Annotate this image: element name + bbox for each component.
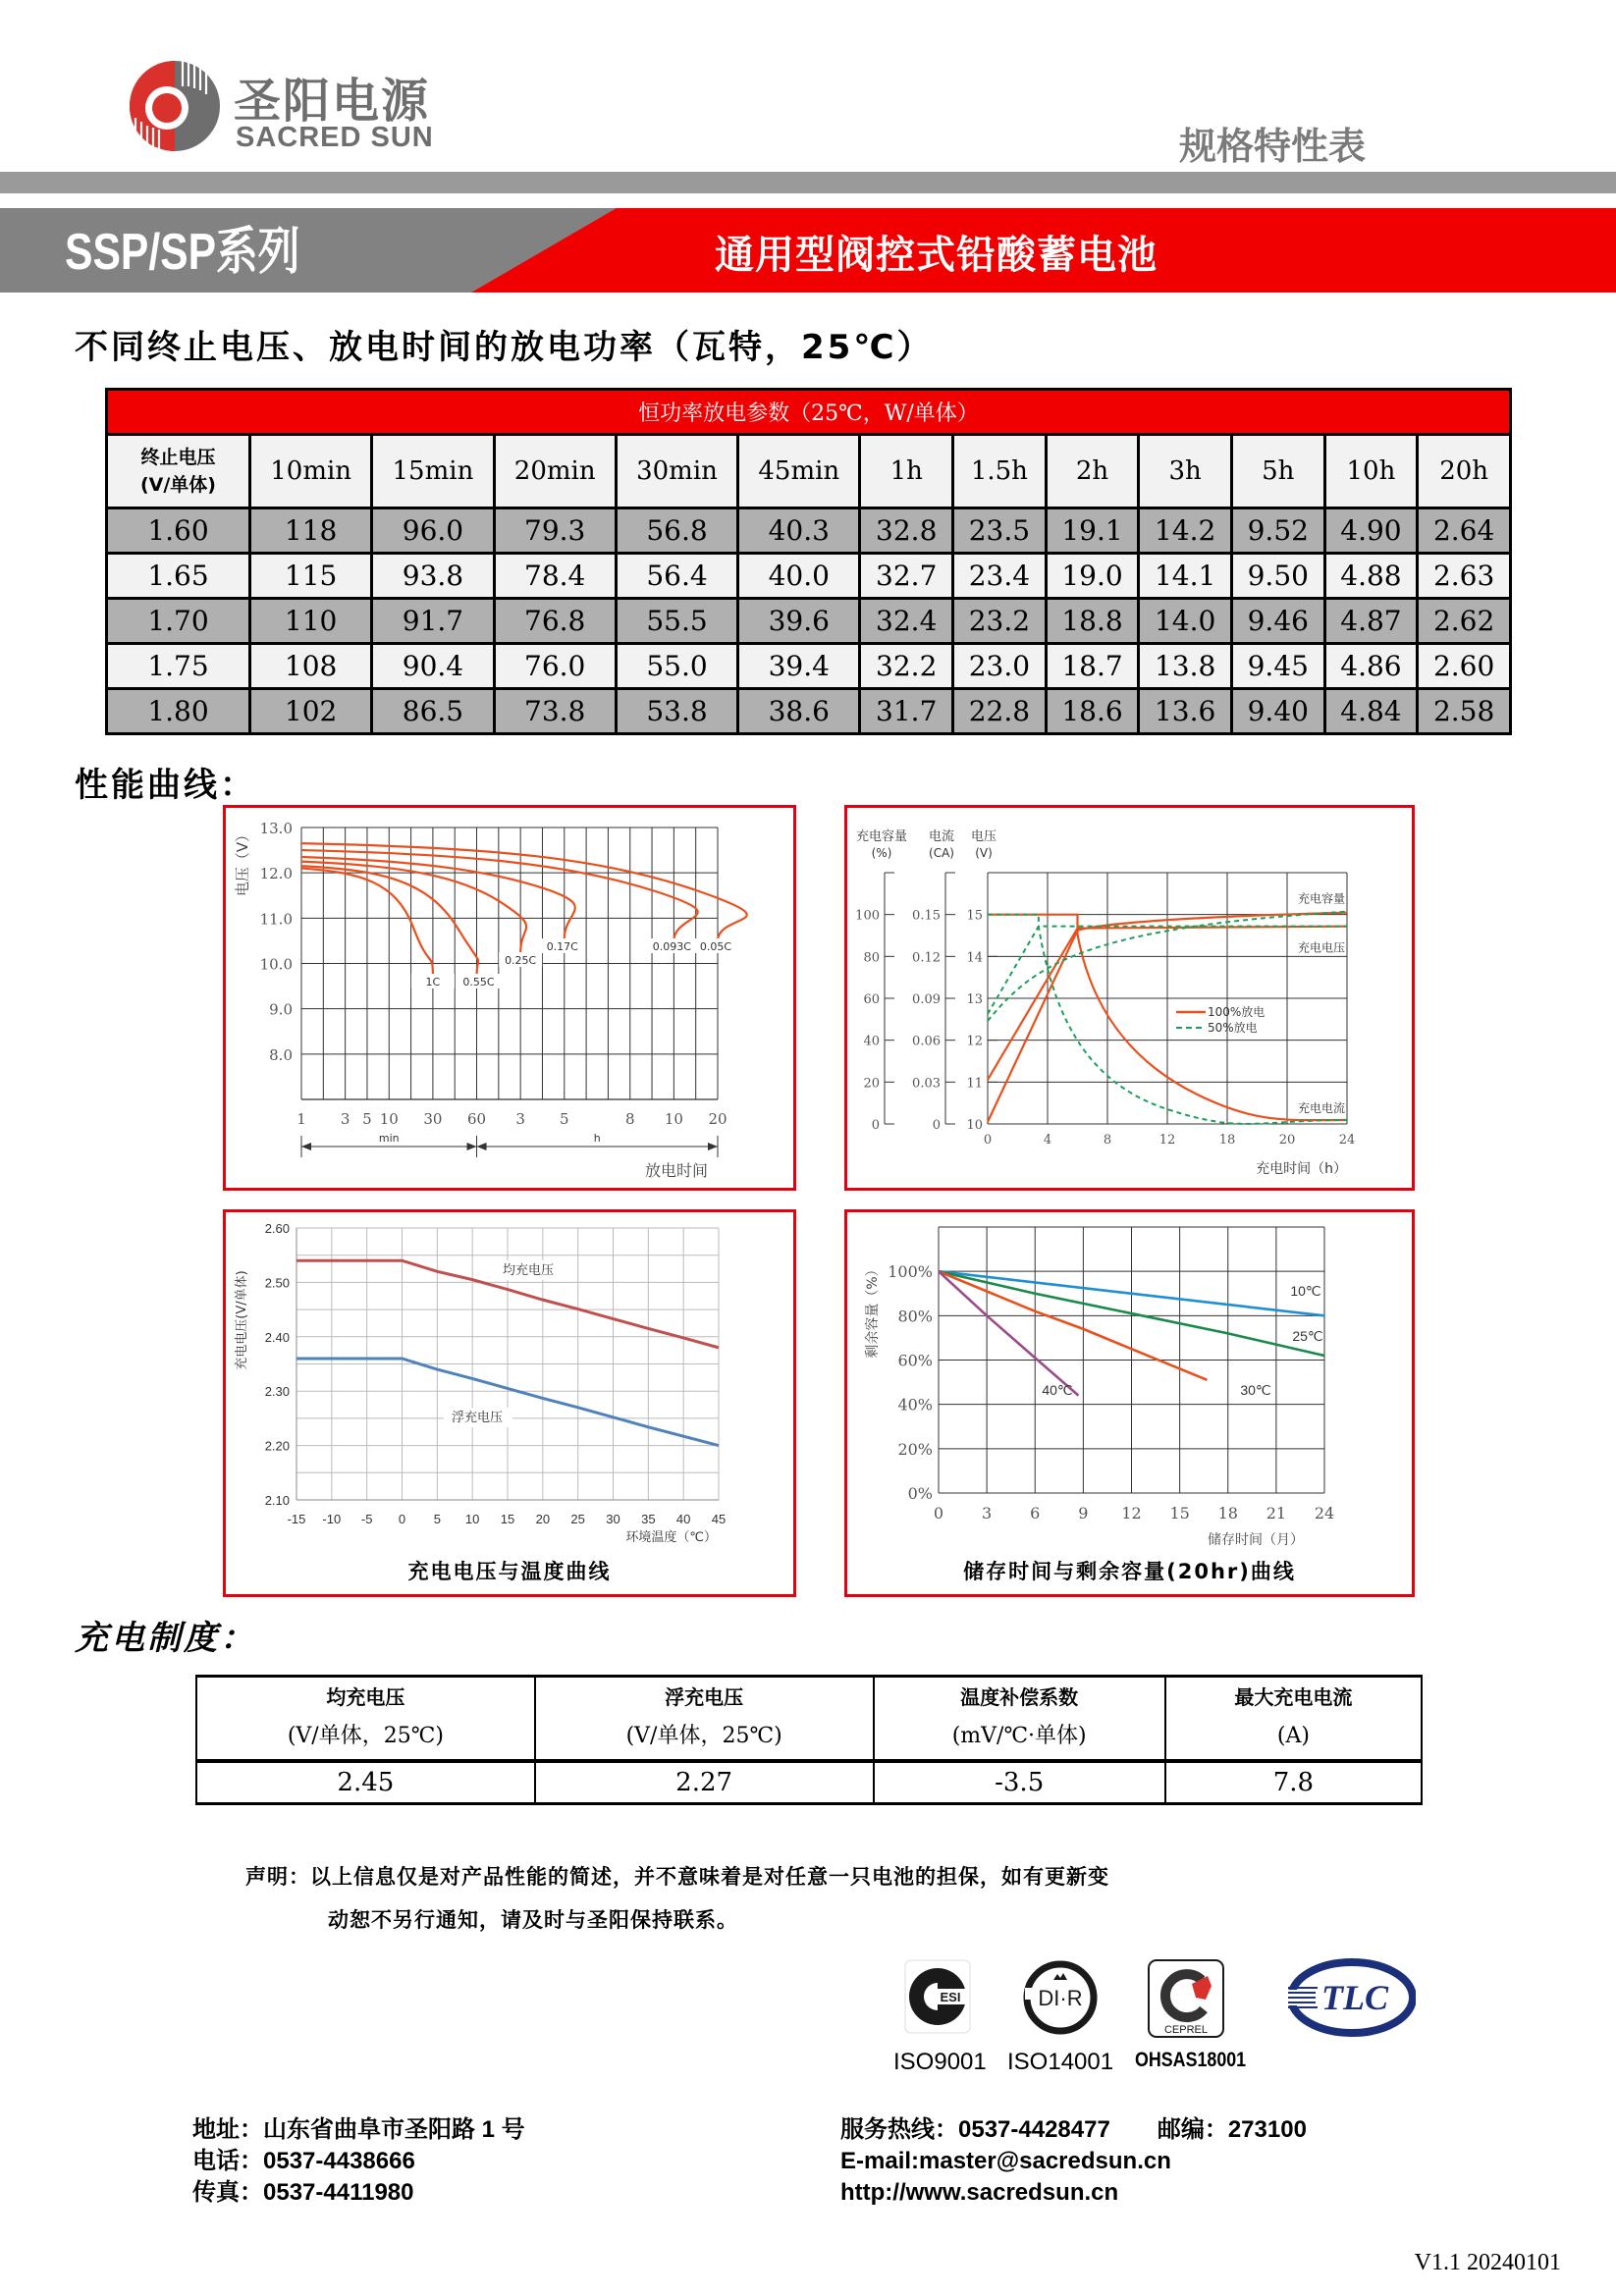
cert-ohsas18001 — [1135, 1958, 1247, 2071]
table-row — [107, 644, 1511, 689]
storage-chart-plot — [847, 1212, 1418, 1600]
svg-text:35: 35 — [641, 1512, 656, 1526]
power-value-cell: 23.0 — [953, 644, 1047, 689]
power-value-cell: 18.6 — [1046, 689, 1139, 734]
column-header-max-current: 最大充电电流 (A) — [1165, 1677, 1422, 1761]
svg-text:21: 21 — [1266, 1504, 1287, 1522]
svg-text:10.0: 10.0 — [259, 955, 293, 974]
svg-text:min: min — [378, 1132, 400, 1145]
svg-text:100%: 100% — [888, 1262, 933, 1282]
power-value-cell: 39.6 — [738, 599, 860, 644]
svg-text:DI·R: DI·R — [1038, 1986, 1083, 2010]
sacred-sun-logo-icon — [126, 57, 224, 155]
svg-text:1: 1 — [296, 1110, 306, 1128]
svg-text:0: 0 — [871, 1118, 880, 1133]
svg-text:0.15: 0.15 — [912, 908, 941, 924]
column-header: 45min — [738, 435, 860, 508]
column-header: 15min — [372, 435, 494, 508]
power-value-cell: 93.8 — [372, 554, 494, 599]
discharge-curve-chart — [223, 805, 796, 1191]
svg-text:-5: -5 — [360, 1512, 373, 1526]
power-value-cell: 40.0 — [738, 554, 860, 599]
column-header-voltage: 终止电压 (V/单体) — [107, 435, 250, 508]
svg-text:0.06: 0.06 — [912, 1034, 941, 1049]
power-value-cell: 76.8 — [494, 599, 616, 644]
svg-text:0.12: 0.12 — [912, 950, 941, 966]
power-value-cell: 14.2 — [1139, 508, 1232, 554]
cutoff-voltage-cell: 1.60 — [107, 508, 250, 554]
svg-text:0.09: 0.09 — [912, 992, 941, 1007]
svg-text:40%: 40% — [897, 1395, 933, 1415]
svg-text:0%: 0% — [907, 1484, 933, 1503]
svg-text:2.20: 2.20 — [264, 1438, 290, 1454]
svg-text:(V): (V) — [975, 846, 993, 860]
svg-text:20%: 20% — [897, 1439, 933, 1459]
svg-text:电流: 电流 — [928, 829, 955, 844]
ceprel-logo-icon — [1147, 1958, 1225, 2041]
cert-iso14001 — [1007, 1958, 1114, 2075]
temp-coefficient-value: -3.5 — [874, 1761, 1165, 1804]
discharge-chart-plot — [226, 808, 799, 1194]
charge-section-title: 充电制度： — [75, 1619, 256, 1658]
cert-label: ISO9001 — [893, 2049, 987, 2075]
svg-text:浮充电压: 浮充电压 — [451, 1411, 504, 1425]
svg-text:2.30: 2.30 — [264, 1384, 290, 1400]
svg-text:10: 10 — [966, 1118, 983, 1133]
power-value-cell: 56.4 — [616, 554, 737, 599]
svg-text:3: 3 — [340, 1110, 350, 1128]
power-value-cell: 4.88 — [1324, 554, 1418, 599]
svg-text:24: 24 — [1338, 1133, 1356, 1148]
svg-text:充电时间（h）: 充电时间（h） — [1256, 1161, 1347, 1177]
table-row — [107, 599, 1511, 644]
svg-text:CEPREL: CEPREL — [1163, 2024, 1209, 2036]
column-header: 20min — [494, 435, 616, 508]
power-value-cell: 2.64 — [1418, 508, 1511, 554]
charging-curve-chart — [844, 805, 1415, 1191]
column-header-temp-coefficient: 温度补偿系数 (mV/℃·单体) — [874, 1677, 1165, 1761]
table-caption: 恒功率放电参数（25℃，W/单体） — [107, 390, 1511, 435]
power-value-cell: 18.8 — [1046, 599, 1139, 644]
boost-voltage-value: 2.45 — [196, 1761, 535, 1804]
power-value-cell: 9.46 — [1231, 599, 1324, 644]
svg-text:ESI: ESI — [940, 1990, 961, 2004]
cutoff-voltage-cell: 1.75 — [107, 644, 250, 689]
svg-text:2.60: 2.60 — [264, 1221, 290, 1236]
svg-text:3: 3 — [982, 1504, 993, 1522]
power-value-cell: 55.5 — [616, 599, 737, 644]
svg-text:12: 12 — [1158, 1133, 1176, 1148]
svg-text:60%: 60% — [897, 1351, 933, 1370]
svg-text:0.25C: 0.25C — [505, 954, 537, 967]
svg-text:100: 100 — [855, 908, 880, 924]
max-current-value: 7.8 — [1165, 1761, 1422, 1804]
svg-text:充电电压: 充电电压 — [1297, 940, 1345, 955]
esi-logo-icon — [903, 1958, 972, 2037]
svg-text:40: 40 — [675, 1512, 691, 1526]
svg-text:80%: 80% — [897, 1307, 933, 1326]
svg-text:18: 18 — [1218, 1133, 1236, 1148]
power-value-cell: 79.3 — [494, 508, 616, 554]
power-value-cell: 53.8 — [616, 689, 737, 734]
svg-text:0: 0 — [932, 1118, 941, 1133]
svg-text:80: 80 — [863, 950, 880, 966]
table-row — [107, 689, 1511, 734]
power-value-cell: 4.84 — [1324, 689, 1418, 734]
power-value-cell: 14.1 — [1139, 554, 1232, 599]
svg-text:0: 0 — [983, 1133, 993, 1148]
column-header: 10min — [250, 435, 372, 508]
power-value-cell: 40.3 — [738, 508, 860, 554]
svg-text:10℃: 10℃ — [1290, 1283, 1321, 1299]
svg-text:10: 10 — [379, 1110, 399, 1128]
table-header-row — [196, 1677, 1422, 1761]
svg-text:8: 8 — [624, 1110, 635, 1128]
svg-text:20: 20 — [863, 1076, 880, 1092]
curves-section-title: 性能曲线： — [75, 766, 256, 805]
svg-text:0.05C: 0.05C — [699, 940, 732, 953]
svg-text:30: 30 — [423, 1110, 443, 1128]
cert-label: ISO14001 — [1007, 2049, 1114, 2075]
tlc-logo-icon — [1288, 1958, 1416, 2037]
svg-text:0: 0 — [933, 1504, 944, 1522]
svg-text:0.17C: 0.17C — [546, 940, 578, 953]
charging-chart-plot — [847, 808, 1418, 1194]
power-value-cell: 38.6 — [738, 689, 860, 734]
power-value-cell: 86.5 — [372, 689, 494, 734]
svg-text:0: 0 — [398, 1512, 406, 1526]
charge-regime-table — [195, 1675, 1423, 1805]
table-header-row — [107, 435, 1511, 508]
svg-text:电压: 电压 — [970, 829, 997, 844]
column-header-boost-voltage: 均充电压 (V/单体，25℃) — [196, 1677, 535, 1761]
svg-text:50%放电: 50%放电 — [1208, 1021, 1258, 1035]
power-value-cell: 14.0 — [1139, 599, 1232, 644]
dir-logo-icon — [1021, 1958, 1100, 2037]
column-header-float-voltage: 浮充电压 (V/单体，25℃) — [535, 1677, 874, 1761]
svg-text:12: 12 — [1121, 1504, 1142, 1522]
chart-caption: 充电电压与温度曲线 — [407, 1560, 612, 1583]
power-value-cell: 19.0 — [1046, 554, 1139, 599]
svg-text:2.50: 2.50 — [264, 1275, 290, 1291]
constant-power-table — [105, 388, 1512, 735]
svg-text:24: 24 — [1314, 1504, 1335, 1522]
disclaimer-line-1: 声明：以上信息仅是对产品性能的简述，并不意味着是对任意一只电池的担保，如有更新变 — [245, 1865, 1109, 1889]
chart-caption: 储存时间与剩余容量(20hr)曲线 — [963, 1560, 1296, 1583]
disclaimer-line-2: 动恕不另行通知，请及时与圣阳保持联系。 — [328, 1908, 738, 1932]
svg-text:-10: -10 — [322, 1512, 342, 1526]
power-value-cell: 22.8 — [953, 689, 1047, 734]
footer-phone: 电话：0537-4438666 — [192, 2148, 415, 2174]
power-value-cell: 115 — [250, 554, 372, 599]
svg-text:10: 10 — [664, 1110, 683, 1128]
power-value-cell: 102 — [250, 689, 372, 734]
power-value-cell: 96.0 — [372, 508, 494, 554]
svg-text:60: 60 — [466, 1110, 487, 1128]
footer-hotline: 服务热线：0537-4428477 — [840, 2116, 1110, 2143]
svg-text:环境温度（℃）: 环境温度（℃） — [625, 1530, 717, 1545]
column-header: 10h — [1324, 435, 1418, 508]
cert-label: OHSAS18001 — [1135, 2049, 1247, 2071]
svg-text:15: 15 — [500, 1512, 515, 1526]
svg-text:充电电压(V/单体): 充电电压(V/单体) — [235, 1270, 249, 1370]
power-value-cell: 91.7 — [372, 599, 494, 644]
power-value-cell: 32.7 — [860, 554, 953, 599]
svg-text:均充电压: 均充电压 — [502, 1263, 555, 1278]
column-header: 2h — [1046, 435, 1139, 508]
product-title: 通用型阀控式铅酸蓄电池 — [715, 233, 1158, 278]
table-row — [107, 554, 1511, 599]
cutoff-voltage-cell: 1.65 — [107, 554, 250, 599]
svg-text:充电容量: 充电容量 — [855, 829, 908, 844]
svg-text:放电时间: 放电时间 — [644, 1161, 708, 1180]
power-value-cell: 31.7 — [860, 689, 953, 734]
power-value-cell: 9.40 — [1231, 689, 1324, 734]
power-value-cell: 9.52 — [1231, 508, 1324, 554]
power-value-cell: 19.1 — [1046, 508, 1139, 554]
disclaimer — [245, 1855, 1424, 1942]
svg-text:25: 25 — [570, 1512, 585, 1526]
footer-website[interactable]: http://www.sacredsun.cn — [840, 2179, 1119, 2206]
power-value-cell: 78.4 — [494, 554, 616, 599]
power-value-cell: 108 — [250, 644, 372, 689]
svg-text:13.0: 13.0 — [259, 820, 293, 837]
footer-email[interactable]: E-mail:master@sacredsun.cn — [840, 2148, 1171, 2174]
footer-fax: 传真：0537-4411980 — [192, 2179, 414, 2206]
power-value-cell: 2.63 — [1418, 554, 1511, 599]
svg-text:充电容量: 充电容量 — [1297, 891, 1345, 906]
table-row — [196, 1761, 1422, 1804]
svg-text:40: 40 — [863, 1034, 880, 1049]
svg-text:电压（V）: 电压（V） — [234, 827, 251, 897]
footer-right — [840, 2114, 1307, 2209]
power-value-cell: 90.4 — [372, 644, 494, 689]
svg-text:5: 5 — [560, 1110, 569, 1128]
float-voltage-value: 2.27 — [535, 1761, 874, 1804]
svg-text:6: 6 — [1030, 1504, 1041, 1522]
company-logo — [126, 57, 479, 155]
svg-text:0.093C: 0.093C — [652, 940, 691, 953]
column-header: 20h — [1418, 435, 1511, 508]
svg-text:3: 3 — [515, 1110, 525, 1128]
svg-text:18: 18 — [1217, 1504, 1238, 1522]
column-header: 1.5h — [953, 435, 1047, 508]
svg-text:12: 12 — [966, 1034, 983, 1049]
svg-text:25℃: 25℃ — [1292, 1328, 1323, 1344]
power-value-cell: 32.2 — [860, 644, 953, 689]
column-header: 1h — [860, 435, 953, 508]
svg-text:2.40: 2.40 — [264, 1329, 290, 1345]
svg-text:0.03: 0.03 — [912, 1076, 941, 1092]
power-section-title: 不同终止电压、放电时间的放电功率（瓦特，25℃） — [75, 328, 934, 367]
svg-text:45: 45 — [711, 1512, 727, 1526]
svg-text:13: 13 — [966, 992, 983, 1007]
power-value-cell: 76.0 — [494, 644, 616, 689]
power-value-cell: 39.4 — [738, 644, 860, 689]
power-value-cell: 56.8 — [616, 508, 737, 554]
svg-text:20: 20 — [708, 1110, 727, 1128]
svg-text:0.55C: 0.55C — [462, 976, 495, 988]
svg-text:15: 15 — [966, 908, 983, 924]
power-value-cell: 18.7 — [1046, 644, 1139, 689]
power-value-cell: 32.8 — [860, 508, 953, 554]
power-value-cell: 2.60 — [1418, 644, 1511, 689]
svg-text:8.0: 8.0 — [269, 1045, 293, 1064]
svg-text:10: 10 — [464, 1512, 480, 1526]
cutoff-voltage-cell: 1.80 — [107, 689, 250, 734]
temperature-chart-plot — [226, 1212, 799, 1600]
cutoff-voltage-cell: 1.70 — [107, 599, 250, 644]
table-row — [107, 508, 1511, 554]
svg-text:2.10: 2.10 — [264, 1493, 290, 1508]
power-value-cell: 13.8 — [1139, 644, 1232, 689]
column-header: 3h — [1139, 435, 1232, 508]
power-value-cell: 4.86 — [1324, 644, 1418, 689]
svg-text:20: 20 — [1278, 1133, 1296, 1148]
power-value-cell: 23.4 — [953, 554, 1047, 599]
document-version: V1.1 20240101 — [1414, 2250, 1561, 2275]
power-value-cell: 2.62 — [1418, 599, 1511, 644]
power-value-cell: 110 — [250, 599, 372, 644]
svg-text:剩余容量（%）: 剩余容量（%） — [865, 1262, 881, 1359]
power-value-cell: 55.0 — [616, 644, 737, 689]
power-value-cell: 23.2 — [953, 599, 1047, 644]
power-value-cell: 9.50 — [1231, 554, 1324, 599]
footer-postcode: 邮编：273100 — [1157, 2116, 1307, 2143]
svg-text:11.0: 11.0 — [259, 910, 293, 929]
footer-address: 地址：山东省曲阜市圣阳路 1 号 — [192, 2116, 525, 2143]
logo-english-name: SACRED SUN — [236, 122, 434, 153]
svg-text:充电电流: 充电电流 — [1297, 1101, 1345, 1115]
svg-text:100%放电: 100%放电 — [1208, 1005, 1266, 1019]
power-value-cell: 73.8 — [494, 689, 616, 734]
certification-logos — [893, 1958, 1424, 2086]
svg-text:5: 5 — [433, 1512, 441, 1526]
column-header: 30min — [616, 435, 737, 508]
storage-capacity-chart — [844, 1209, 1415, 1597]
svg-text:30: 30 — [606, 1512, 620, 1526]
footer-left — [192, 2114, 525, 2209]
svg-text:20: 20 — [535, 1512, 551, 1526]
power-value-cell: 4.87 — [1324, 599, 1418, 644]
svg-text:4: 4 — [1043, 1133, 1052, 1148]
svg-text:11: 11 — [966, 1076, 983, 1092]
cert-tlc — [1288, 1958, 1416, 2041]
column-header: 5h — [1231, 435, 1324, 508]
svg-text:30℃: 30℃ — [1240, 1382, 1271, 1398]
svg-text:(%): (%) — [871, 846, 892, 860]
power-value-cell: 2.58 — [1418, 689, 1511, 734]
svg-text:15: 15 — [1169, 1504, 1190, 1522]
svg-text:14: 14 — [966, 950, 983, 966]
svg-text:(CA): (CA) — [929, 846, 954, 860]
svg-text:储存时间（月）: 储存时间（月） — [1208, 1532, 1304, 1548]
svg-text:TLC: TLC — [1321, 1978, 1388, 2017]
svg-text:60: 60 — [863, 992, 880, 1007]
header-divider-bar — [0, 172, 1616, 193]
svg-text:h: h — [593, 1132, 601, 1145]
document-type: 规格特性表 — [1178, 125, 1366, 168]
logo-chinese-name: 圣阳电源 — [234, 74, 431, 129]
svg-text:12.0: 12.0 — [259, 865, 293, 883]
svg-text:9: 9 — [1078, 1504, 1089, 1522]
power-value-cell: 4.90 — [1324, 508, 1418, 554]
cert-iso9001 — [893, 1958, 987, 2075]
svg-text:1C: 1C — [425, 976, 441, 988]
svg-text:-15: -15 — [287, 1512, 306, 1526]
power-value-cell: 13.6 — [1139, 689, 1232, 734]
power-value-cell: 118 — [250, 508, 372, 554]
power-value-cell: 32.4 — [860, 599, 953, 644]
power-value-cell: 23.5 — [953, 508, 1047, 554]
svg-text:8: 8 — [1103, 1133, 1112, 1148]
svg-text:40℃: 40℃ — [1042, 1382, 1073, 1398]
temperature-voltage-chart — [223, 1209, 796, 1597]
power-value-cell: 9.45 — [1231, 644, 1324, 689]
series-title: SSP/SP系列 — [65, 224, 300, 281]
svg-text:9.0: 9.0 — [269, 1000, 293, 1019]
svg-text:5: 5 — [362, 1110, 372, 1128]
